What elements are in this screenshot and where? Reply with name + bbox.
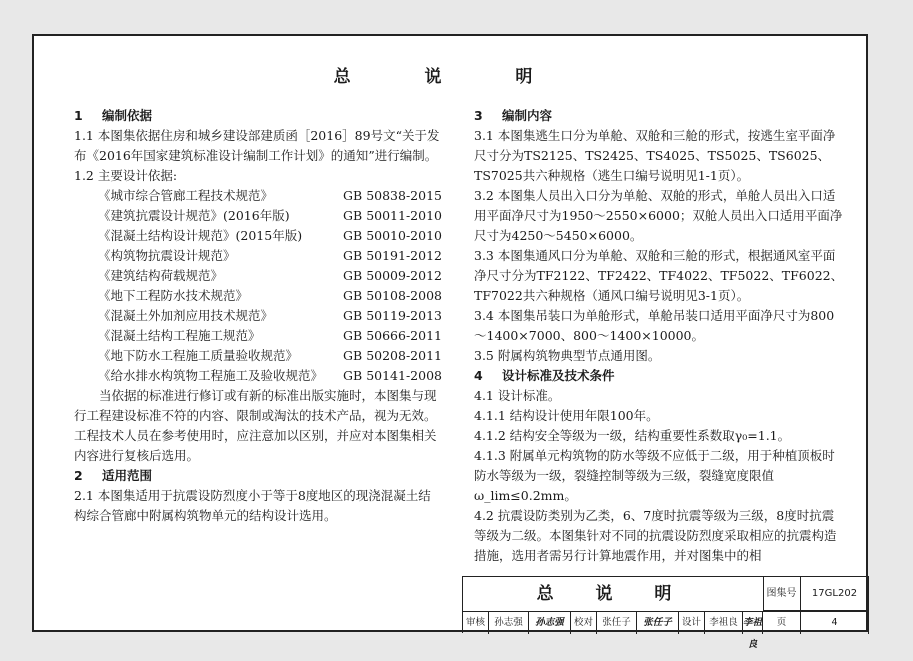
standard-name: 《混凝土结构设计规范》(2015年版) [98,228,303,243]
checker-name: 张任子 [597,612,637,634]
page-title: 总 说 明 [333,67,567,87]
section-title: 编制依据 [102,108,153,123]
section-number: 2 [74,468,83,483]
standard-name: 《建筑抗震设计规范》(2016年版) [98,208,290,223]
paragraph-3-4: 3.4 本图集吊装口为单舱形式，单舱吊装口适用平面净尺寸为800～1400×7000、800～1400×10000。 [474,308,835,343]
standard-code: GB 50108-2008 [343,288,442,303]
standard-item [74,186,442,206]
standard-name: 《构筑物抗震设计规范》 [98,248,236,263]
standard-code: GB 50119-2013 [343,308,442,323]
page-number: 4 [801,612,869,634]
section-4-heading [474,366,846,386]
paragraph-4-1-3: 4.1.3 附属单元构筑物的防水等级不应低于二级，用于种植顶板时防水等级为一级，裂缝控制等级为三级，裂缝宽度限值ω_lim≤0.2mm。 [474,448,835,503]
section-title: 编制内容 [502,108,553,123]
standard-name: 《城市综合管廊工程技术规范》 [98,188,274,203]
standard-item [74,226,442,246]
paragraph-4-1-2: 4.1.2 结构安全等级为一级，结构重要性系数取γ₀=1.1。 [474,428,791,443]
standard-name: 《混凝土结构工程施工规范》 [98,328,261,343]
review-label: 审核 [463,612,489,634]
standard-item [74,366,442,386]
section-3-heading [474,106,846,126]
paragraph-3-3: 3.3 本图集通风口分为单舱、双舱和三舱的形式，根据通风室平面净尺寸分为TF2122、TF2422、TF4022、TF5022、TF6022、TF7022共六种规格（通风口编号说明见3-1页）。 [474,248,844,303]
paragraph-4-1-1: 4.1.1 结构设计使用年限100年。 [474,408,659,423]
standard-code: GB 50011-2010 [343,208,442,223]
section-2-heading [74,466,442,486]
title-block-title: 总 说 明 [463,577,764,611]
section-1-heading [74,106,442,126]
reviewer-name: 孙志强 [489,612,529,634]
standard-item [74,346,442,366]
section-number: 3 [474,108,483,123]
standard-item [74,266,442,286]
paragraph-3-5: 3.5 附属构筑物典型节点通用图。 [474,348,661,363]
section-number: 1 [74,108,83,123]
right-column [474,106,846,566]
designer-name: 李祖良 [705,612,743,634]
title-block [462,576,869,650]
standard-code: GB 50838-2015 [343,188,442,203]
standard-code: GB 50666-2011 [343,328,442,343]
paragraph-1-1: 1.1 本图集依据住房和城乡建设部建质函［2016］89号文“关于发布《2016年国家建筑标准设计编制工作计划》的通知”进行编制。 [74,128,440,163]
paragraph-1-3: 当依据的标准进行修订或有新的标准出版实施时，本图集与现行工程建设标准不符的内容、限制或淘汰的技术产品，视为无效。工程技术人员在参考使用时，应注意加以区别，并应对本图集相关内容进行复核后选用。 [74,388,437,463]
reviewer-signature: 孙志强 [529,612,571,634]
standard-item [74,306,442,326]
checker-signature: 张任子 [637,612,679,634]
paragraph-3-2: 3.2 本图集人员出入口分为单舱、双舱的形式，单舱人员出入口适用平面净尺寸为1950～2550×6000；双舱人员出入口适用平面净尺寸为4250～5450×6000。 [474,188,843,243]
check-label: 校对 [571,612,597,634]
standard-code: GB 50141-2008 [343,368,442,383]
standard-code: GB 50009-2012 [343,268,442,283]
section-number: 4 [474,368,483,383]
paragraph-1-2: 1.2 主要设计依据: [74,168,178,183]
standard-item [74,246,442,266]
designer-signature: 李祖良 [743,612,763,634]
paragraph-4-1: 4.1 设计标准。 [474,388,561,403]
standard-name: 《混凝土外加剂应用技术规范》 [98,308,274,323]
standard-item [74,286,442,306]
section-title: 设计标准及技术条件 [502,368,615,383]
drawing-sheet [32,34,868,650]
standard-item [74,326,442,346]
paragraph-4-2: 4.2 抗震设防类别为乙类，6、7度时抗震等级为三级，8度时抗震等级为二级。本图集针对不同的抗震设防烈度采取相应的抗震构造措施，选用者需另行计算地震作用，并对图集中的相 [474,508,837,563]
standard-code: GB 50208-2011 [343,348,442,363]
left-column [74,106,442,526]
standard-name: 《建筑结构荷载规范》 [98,268,224,283]
signature-row [463,611,869,650]
atlas-number: 17GL202 [801,577,869,611]
standards-list [74,186,442,386]
standard-name: 《地下工程防水技术规范》 [98,288,249,303]
design-label: 设计 [679,612,705,634]
standard-code: GB 50010-2010 [343,228,442,243]
standard-item [74,206,442,226]
page-label: 页 [763,612,801,634]
standard-name: 《地下防水工程施工质量验收规范》 [98,348,299,363]
standard-code: GB 50191-2012 [343,248,442,263]
standard-name: 《给水排水构筑物工程施工及验收规范》 [98,368,324,383]
paragraph-3-1: 3.1 本图集逃生口分为单舱、双舱和三舱的形式，按逃生室平面净尺寸分为TS2125、TS2425、TS4025、TS5025、TS6025、TS7025共六种规格（逃生口编号说明见1-1页）。 [474,128,836,183]
paragraph-2-1: 2.1 本图集适用于抗震设防烈度小于等于8度地区的现浇混凝土结构综合管廊中附属构筑物单元的结构设计选用。 [74,488,431,523]
section-title: 适用范围 [102,468,153,483]
atlas-label: 图集号 [763,577,801,611]
